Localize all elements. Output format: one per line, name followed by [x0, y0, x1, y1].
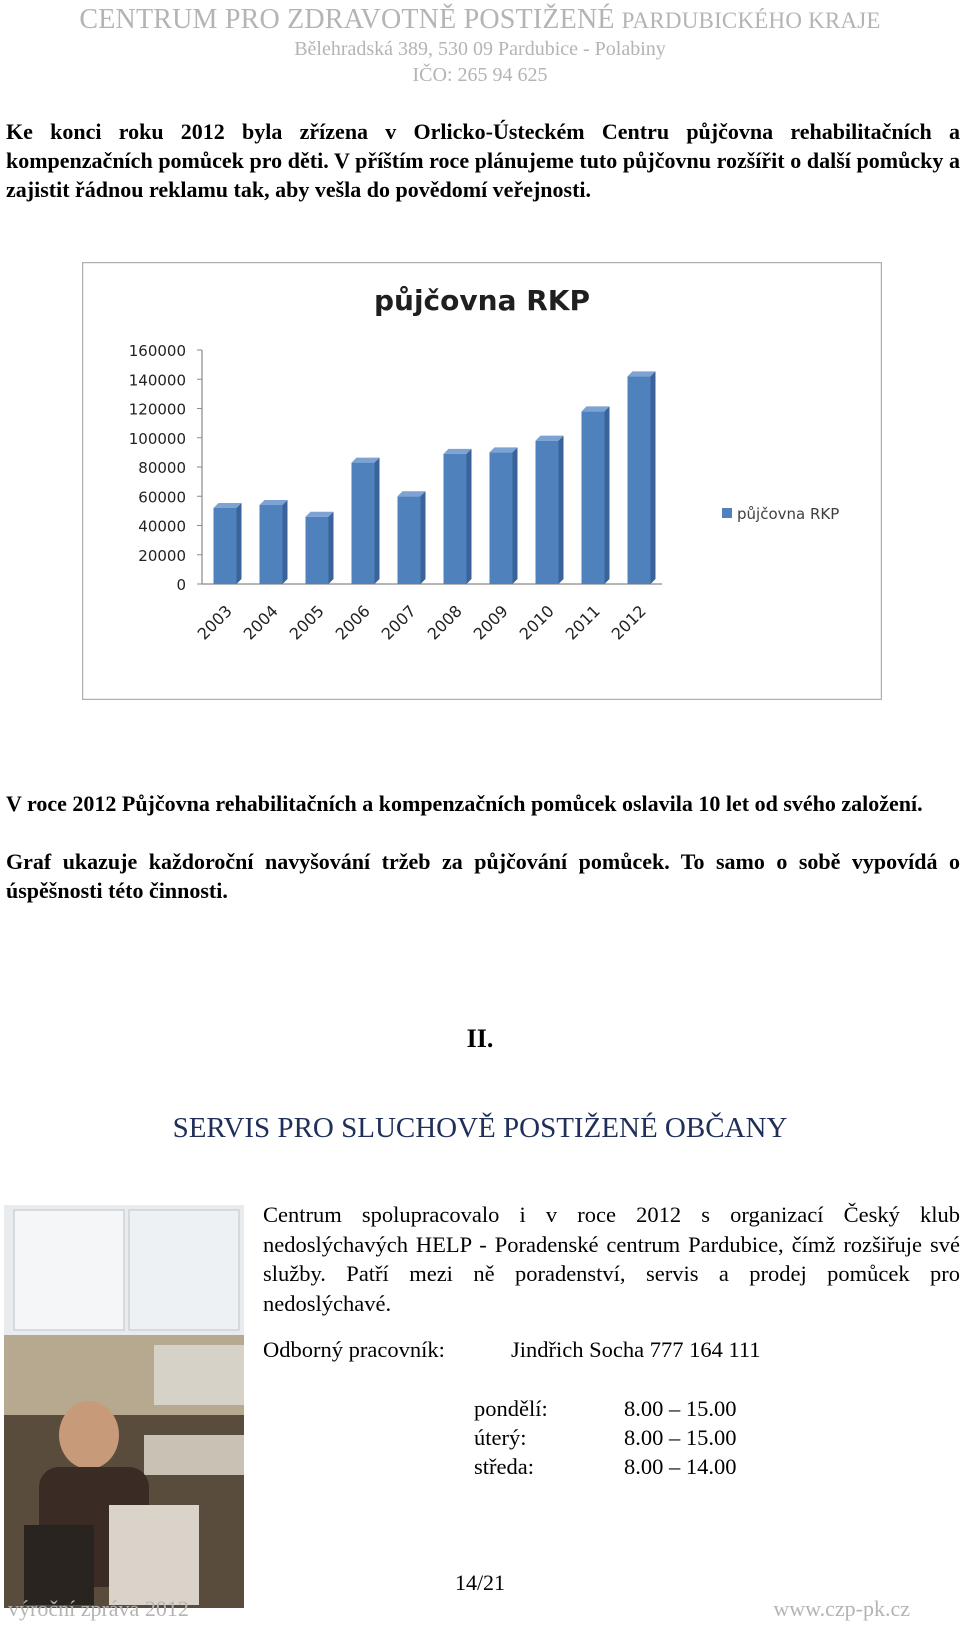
bar [490, 452, 513, 584]
header-address: Bělehradská 389, 530 09 Pardubice - Polabiny [294, 38, 666, 60]
header-title [0, 4, 960, 36]
x-tick-label: 2003 [193, 601, 236, 644]
x-tick-label: 2006 [331, 601, 374, 644]
x-tick-label: 2012 [607, 601, 650, 644]
bar-side [421, 491, 426, 584]
bar-side [559, 436, 564, 584]
x-tick-label: 2009 [469, 601, 512, 644]
chart-description-2: Graf ukazuje každoroční navyšování tržeb za půjčování pomůcek. To samo o sobě vypovídá o úspěšnosti této činnosti. [6, 849, 960, 903]
section-title: SERVIS PRO SLUCHOVĚ POSTIŽENÉ OBČANY [172, 1112, 788, 1144]
footer-report: výroční zpráva 2012 [8, 1596, 189, 1621]
y-tick-label: 40000 [138, 517, 186, 536]
chart-description-1: V roce 2012 Půjčovna rehabilitačních a kompenzačních pomůcek oslavila 10 let od svého založení. [6, 791, 923, 816]
y-tick-label: 140000 [128, 371, 186, 390]
legend-swatch [722, 508, 732, 518]
legend-label: půjčovna RKP [737, 505, 840, 523]
chart-title: půjčovna RKP [373, 284, 591, 317]
bar-side [513, 447, 518, 584]
hours-day: středa: [474, 1454, 534, 1479]
header-title-region: PARDUBICKÉHO KRAJE [621, 8, 881, 33]
x-tick-label: 2008 [423, 601, 466, 644]
bar-side [651, 371, 656, 584]
bar-side [283, 500, 288, 584]
service-text: Centrum spolupracovalo i v roce 2012 s organizací Český klub nedoslýchavých HELP - Poradenské centrum Pardubice, čímž rozšiřuje své služby. Patří mezi ně poradenství, servis a prodej pomůcek pro nedoslýchavé. [263, 1202, 960, 1316]
bar-side [237, 503, 242, 584]
bar [306, 517, 329, 584]
intro-paragraph: Ke konci roku 2012 byla zřízena v Orlicko-Ústeckém Centru půjčovna rehabilitačních a kompenzačních pomůcek pro děti. V příštím roce plánujeme tuto půjčovnu rozšířit o další pomůcky a zajistit řádnou reklamu tak, aby vešla do povědomí veřejnosti. [6, 119, 960, 202]
header-ico: IČO: 265 94 625 [412, 64, 548, 86]
contact-label: Odborný pracovník: [263, 1337, 445, 1362]
bar [352, 463, 375, 584]
x-tick-label: 2007 [377, 601, 420, 644]
bar [628, 376, 651, 584]
x-tick-label: 2005 [285, 601, 328, 644]
y-tick-label: 20000 [138, 546, 186, 565]
bar-side [329, 512, 334, 584]
hours-row [474, 1423, 774, 1452]
x-tick-label: 2004 [239, 601, 282, 644]
x-tick-label: 2011 [561, 601, 604, 644]
bar [260, 505, 283, 584]
y-tick-label: 100000 [128, 429, 186, 448]
hours-row [474, 1394, 774, 1423]
chart [82, 262, 882, 700]
hours-time: 8.00 – 14.00 [624, 1454, 737, 1479]
hours-row [474, 1452, 774, 1481]
x-tick-label: 2010 [515, 601, 558, 644]
y-tick-label: 60000 [138, 488, 186, 507]
bar-side [467, 449, 472, 584]
hours-time: 8.00 – 15.00 [624, 1396, 737, 1421]
footer-website: www.czp-pk.cz [773, 1596, 910, 1621]
y-tick-label: 80000 [138, 459, 186, 477]
hours-day: úterý: [474, 1425, 527, 1450]
y-tick-label: 160000 [128, 342, 186, 360]
hours-time: 8.00 – 15.00 [624, 1425, 737, 1450]
bar [398, 496, 421, 584]
bar [214, 508, 237, 584]
service-photo [4, 1205, 244, 1608]
opening-hours [474, 1394, 774, 1481]
section-number: II. [466, 1024, 494, 1053]
bar-side [605, 406, 610, 584]
y-tick-label: 120000 [128, 400, 186, 419]
bar [582, 411, 605, 584]
hours-day: pondělí: [474, 1396, 548, 1421]
y-tick-label: 0 [176, 576, 186, 594]
bar [444, 454, 467, 584]
page-number: 14/21 [454, 1570, 506, 1595]
chart-legend [722, 505, 839, 523]
bar-side [375, 458, 380, 584]
contact-name: Jindřich Socha 777 164 111 [511, 1337, 761, 1362]
contact [263, 1337, 761, 1363]
header-title-main: CENTRUM PRO ZDRAVOTNĚ POSTIŽENÉ [79, 4, 615, 35]
bar [536, 441, 559, 584]
